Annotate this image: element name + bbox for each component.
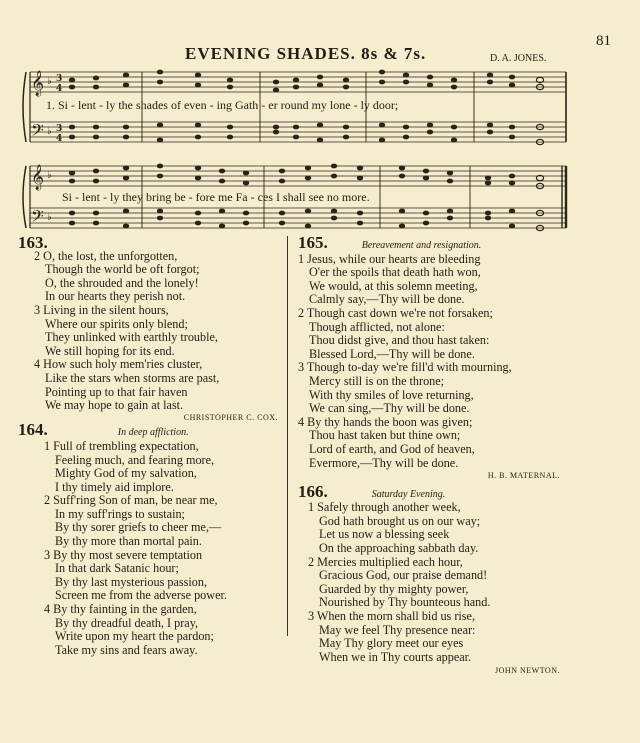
- verse-line: In our hearts they perish not.: [45, 289, 186, 304]
- verse-line: Where our spirits only blend;: [45, 316, 188, 331]
- verse-line: Mighty God of my salvation,: [55, 466, 197, 481]
- verse-line: 4 By thy hands the boon was given;: [298, 414, 473, 429]
- verse-line: O'er the spoils that death hath won,: [309, 265, 481, 280]
- verse-line: In that dark Satanic hour;: [55, 561, 179, 576]
- verse-line: Nourished by Thy bounteous hand.: [319, 595, 491, 610]
- verse-line: Write upon my heart the pardon;: [55, 629, 214, 644]
- verse-line: May Thy glory meet our eyes: [319, 636, 464, 651]
- verse-line: 1 Safely through another week,: [308, 500, 461, 515]
- verse-line: Pointing up to that fair haven: [45, 384, 188, 399]
- hymn-number-164: 164.: [18, 420, 48, 440]
- hymn-165-subtitle: Bereavement and resignation.: [361, 240, 482, 251]
- verse-line: Like the stars when storms are past,: [45, 370, 220, 385]
- verse-line: By thy sorer griefs to cheer me,—: [55, 520, 222, 535]
- hymn-164-subtitle: In deep affliction.: [117, 427, 189, 439]
- verse-line: 4 How such holy mem'ries cluster,: [34, 357, 203, 372]
- hymn-165-text: [298, 253, 560, 471]
- svg-text:♭: ♭: [47, 76, 52, 87]
- verse-line: By thy last mysterious passion,: [55, 574, 208, 589]
- left-column: [18, 233, 278, 657]
- verse-line: Though afflicted, not alone:: [309, 319, 445, 334]
- hymn-166-author: JOHN NEWTON.: [495, 666, 560, 676]
- verse-line: God hath brought us on our way;: [319, 513, 481, 528]
- verse-line: Thou hast taken but thine own;: [309, 428, 461, 443]
- hymn-tune-title: EVENING SHADES. 8s & 7s.: [185, 44, 427, 63]
- hymn-163-author: CHRISTOPHER C. COX.: [183, 412, 278, 422]
- hymn-164-text: [18, 440, 278, 658]
- verse-line: Lord of earth, and God of heaven,: [309, 441, 475, 456]
- verse-line: They unlinked with earthly trouble,: [45, 330, 218, 345]
- verse-line: Feeling much, and fearing more,: [55, 452, 215, 467]
- verse-line: Calmly say,—Thy will be done.: [309, 292, 465, 307]
- svg-text:3: 3: [56, 74, 63, 84]
- right-column: [298, 233, 560, 678]
- lyrics-line-2: Si - lent - ly they bring be - fore me Fa - ces I shall see no more.: [62, 190, 370, 204]
- hymn-number-163: 163.: [18, 233, 48, 252]
- verse-line: I thy timely aid implore.: [55, 479, 174, 494]
- verse-line: Screen me from the adverse power.: [55, 588, 227, 603]
- verse-line: 2 Though cast down we're not forsaken;: [298, 305, 493, 320]
- verse-line: 3 When the morn shall bid us rise,: [308, 609, 475, 624]
- svg-text:3: 3: [56, 124, 63, 134]
- bass-clef-icon: 𝄢: [31, 206, 44, 230]
- hymn-number-165: 165.: [298, 233, 328, 252]
- hymn-166-text: [298, 501, 560, 664]
- verse-line: 3 Living in the silent hours,: [34, 302, 169, 317]
- verse-line: Guarded by thy mighty power,: [319, 581, 469, 596]
- verse-line: Take my sins and fears away.: [55, 642, 198, 657]
- verse-line: We would, at this solemn meeting,: [309, 278, 478, 293]
- verse-line: Thou didst give, and thou hast taken:: [309, 333, 490, 348]
- verse-line: 2 Suff'ring Son of man, be near me,: [44, 493, 218, 508]
- verse-line: 4 By thy fainting in the garden,: [44, 602, 197, 617]
- verse-line: By thy dreadful death, I pray,: [55, 615, 199, 630]
- lyrics-line-1: 1. Si - lent - ly the shades of even - ing Gath - er round my lone - ly door;: [46, 98, 399, 112]
- verse-line: With thy smiles of love returning,: [309, 387, 474, 402]
- svg-text:♭: ♭: [47, 170, 52, 181]
- verse-line: 3 By thy most severe temptation: [44, 547, 203, 562]
- verse-line: 3 Though to-day we're fill'd with mourning,: [298, 360, 512, 375]
- svg-text:♭: ♭: [47, 212, 52, 223]
- treble-clef-icon: 𝄞: [31, 71, 45, 96]
- composer-credit: D. A. JONES.: [490, 53, 547, 64]
- svg-text:4: 4: [56, 84, 63, 94]
- verse-line: 2 O, the lost, the unforgotten,: [34, 248, 178, 263]
- bass-clef-icon: 𝄢: [31, 120, 44, 144]
- verse-line: When we in Thy courts appear.: [319, 649, 472, 664]
- verse-line: On the approaching sabbath day.: [319, 541, 479, 556]
- verse-line: We may hope to gain at last.: [45, 398, 184, 413]
- verse-line: In my suff'rings to sustain;: [55, 506, 185, 521]
- hymn-165-header: [298, 233, 560, 253]
- verse-line: Though the world be oft forgot;: [45, 262, 200, 277]
- verse-line: 1 Jesus, while our hearts are bleeding: [298, 251, 481, 266]
- verse-line: Let us now a blessing seek: [319, 527, 450, 542]
- verse-line: We still hoping for its end.: [45, 343, 175, 358]
- verse-line: Mercy still is on the throne;: [309, 373, 445, 388]
- verse-line: May we feel Thy presence near:: [319, 622, 476, 637]
- verse-line: 1 Full of trembling expectation,: [44, 438, 199, 453]
- svg-text:♭: ♭: [47, 126, 52, 137]
- hymn-166-subtitle: Saturday Evening.: [371, 488, 446, 500]
- hymn-164-header: [18, 420, 278, 440]
- notes: [69, 70, 544, 231]
- verse-line: By thy more than mortal pain.: [55, 534, 202, 549]
- staff-bass-1: [30, 122, 566, 142]
- music-score: [0, 0, 640, 245]
- verse-line: Gracious God, our praise demand!: [319, 568, 488, 583]
- hymn-166-header: [298, 481, 560, 502]
- treble-clef-icon: 𝄞: [31, 165, 45, 190]
- hymn-163-text: [18, 250, 278, 413]
- page-number: 81: [596, 33, 611, 49]
- hymn-165-author: H. B. MATERNAL.: [487, 471, 560, 481]
- svg-text:4: 4: [56, 134, 63, 144]
- verse-line: O, the shrouded and the lonely!: [45, 275, 199, 290]
- column-divider: [287, 236, 288, 636]
- verse-line: We can sing,—Thy will be done.: [309, 401, 470, 416]
- verse-line: Blessed Lord,—Thy will be done.: [309, 346, 475, 361]
- verse-line: 2 Mercies multiplied each hour,: [308, 554, 463, 569]
- staff-treble-1: [30, 72, 566, 92]
- hymn-number-166: 166.: [298, 481, 328, 501]
- verse-line: Evermore,—Thy will be done.: [309, 455, 459, 470]
